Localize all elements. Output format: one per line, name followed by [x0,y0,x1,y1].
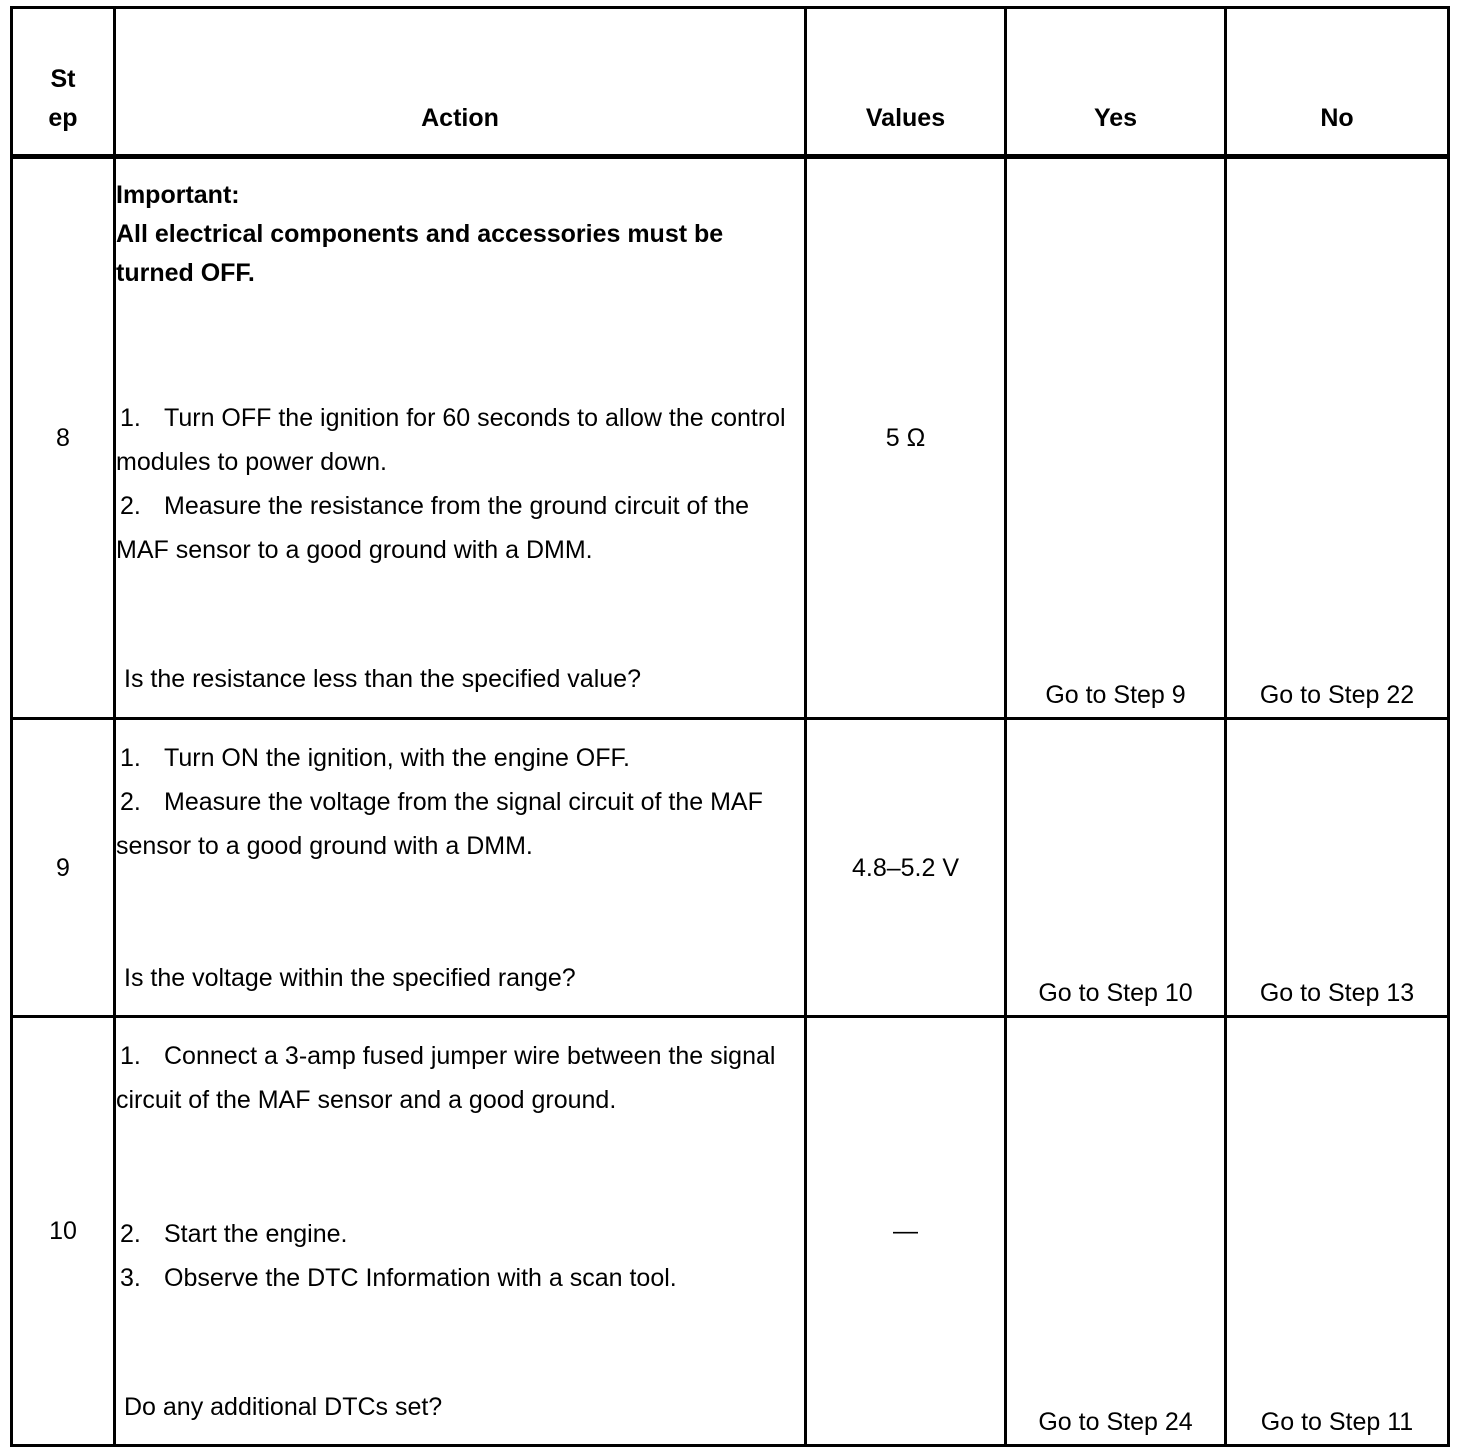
important-note [116,176,804,293]
table-row-step-9 [12,719,1449,1017]
header-values: Values [806,8,1006,157]
yes-cell [1006,157,1226,719]
step-index: 2. [120,1220,141,1248]
procedure-step [116,396,804,484]
header-action: Action [115,8,806,157]
no-goto: Go to Step 22 [1259,681,1415,709]
procedure-step [116,1212,804,1256]
step-number: 10 [12,1017,115,1446]
procedure-steps [116,396,804,572]
step-index: 2. [120,492,141,520]
action-cell [115,719,806,1017]
step-question: Is the resistance less than the specified value? [124,665,641,693]
step-text: Start the engine. [164,1220,348,1248]
step-text: Turn ON the ignition, with the engine OFF. [164,744,630,772]
yes-cell [1006,719,1226,1017]
step-index: 2. [120,788,141,816]
yes-cell [1006,1017,1226,1446]
step-text: Measure the voltage from the signal circuit of the MAF sensor to a good ground with a DMM. [116,788,763,860]
no-goto: Go to Step 13 [1259,979,1415,1007]
step-index: 3. [120,1264,141,1292]
value-cell: 4.8–5.2 V [806,719,1006,1017]
diagnostic-table [10,6,1450,1447]
value-cell: 5 Ω [806,157,1006,719]
no-cell [1226,1017,1449,1446]
procedure-step [116,484,804,572]
value-cell: — [806,1017,1006,1446]
procedure-steps [116,1034,804,1122]
yes-goto: Go to Step 10 [1038,979,1193,1007]
step-question: Do any additional DTCs set? [124,1393,443,1421]
procedure-step [116,1256,804,1300]
yes-goto: Go to Step 24 [1038,1408,1193,1436]
no-cell [1226,157,1449,719]
no-cell [1226,719,1449,1017]
step-text: Turn OFF the ignition for 60 seconds to allow the control modules to power down. [116,404,786,476]
step-index: 1. [120,744,141,772]
header-step: St ep [12,8,115,157]
action-cell [115,157,806,719]
important-text: All electrical components and accessories must be turned OFF. [116,220,724,287]
step-question: Is the voltage within the specified range? [124,964,576,992]
header-row [12,8,1449,157]
table-row-step-8 [12,157,1449,719]
table-row-step-10 [12,1017,1449,1446]
step-text: Observe the DTC Information with a scan tool. [164,1264,677,1292]
header-no: No [1226,8,1449,157]
procedure-steps [116,736,804,868]
important-title: Important: [116,181,240,209]
header-yes: Yes [1006,8,1226,157]
procedure-step [116,780,804,868]
procedure-steps [116,1212,804,1300]
no-goto: Go to Step 11 [1260,1408,1414,1436]
step-number: 9 [12,719,115,1017]
yes-goto: Go to Step 9 [1045,681,1186,709]
step-number: 8 [12,157,115,719]
step-text: Measure the resistance from the ground circuit of the MAF sensor to a good ground with a DMM. [116,492,750,564]
step-index: 1. [120,1042,141,1070]
step-text: Connect a 3-amp fused jumper wire between the signal circuit of the MAF sensor and a good ground. [116,1042,776,1114]
procedure-step [116,1034,804,1122]
procedure-step [116,736,804,780]
step-index: 1. [120,404,141,432]
action-cell [115,1017,806,1446]
